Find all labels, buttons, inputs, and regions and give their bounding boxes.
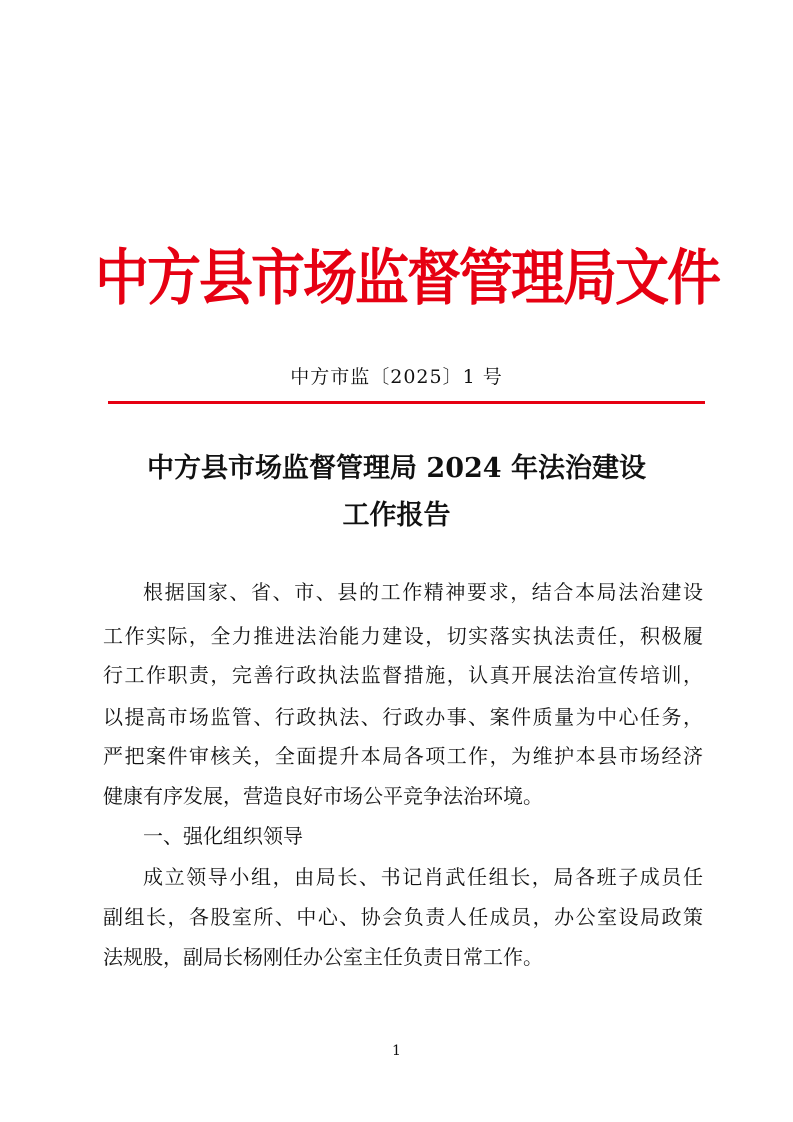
report-title-line-2: 工作报告 [342, 500, 451, 531]
red-separator-line [108, 401, 705, 404]
paragraph-line: 以提高市场监管、行政执法、行政办事、案件质量为中心任务， [103, 705, 703, 729]
paragraph-line: 行工作职责，完善行政执法监督措施，认真开展法治宣传培训， [103, 663, 703, 687]
paragraph-line: 根据国家、省、市、县的工作精神要求，结合本局法治建设 [143, 580, 703, 604]
paragraph-line: 健康有序发展，营造良好市场公平竞争法治环境。 [103, 784, 543, 808]
paragraph-line: 副组长，各股室所、中心、协会负责人任成员，办公室设局政策 [103, 905, 703, 929]
paragraph-line: 严把案件审核关，全面提升本局各项工作，为维护本县市场经济 [103, 744, 703, 768]
paragraph-line: 法规股，副局长杨刚任办公室主任负责日常工作。 [103, 945, 543, 969]
section-heading: 一、强化组织领导 [143, 824, 303, 848]
report-title-line-1: 中方县市场监督管理局 2024 年法治建设 [147, 453, 646, 484]
page-number: 1 [392, 1043, 401, 1059]
paragraph-line: 工作实际，全力推进法治能力建设，切实落实执法责任，积极履 [103, 624, 703, 648]
red-header-title: 中方县市场监督管理局文件 [95, 241, 719, 314]
paragraph-line: 成立领导小组，由局长、书记肖武任组长，局各班子成员任 [143, 865, 703, 889]
document-number: 中方市监〔2025〕1 号 [290, 366, 503, 388]
